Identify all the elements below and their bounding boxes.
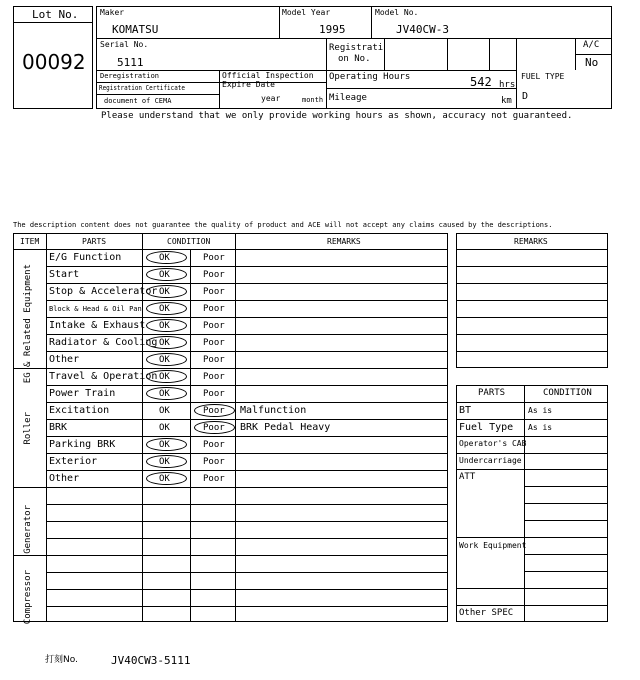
section-roller: Roller	[23, 412, 33, 445]
serial-label: Serial No.	[100, 40, 149, 49]
section-eg: EG & Related Equipment	[23, 264, 33, 384]
ok-selected-circle	[146, 319, 187, 332]
ac-label: A/C	[583, 40, 600, 50]
inspection-label-2: Expire Date	[222, 80, 275, 89]
ok-selected-circle	[146, 336, 187, 349]
part-label: Excitation	[49, 405, 110, 416]
footer-value: JV40CW3-5111	[111, 654, 191, 667]
ok-selected-circle	[146, 353, 187, 366]
poor-option[interactable]: Poor	[203, 457, 225, 467]
hrs-label: hrs	[499, 80, 516, 90]
month-label: month	[302, 96, 324, 104]
year-label: year	[261, 94, 281, 103]
dereg-cert: Registration Certificate	[99, 84, 185, 92]
ok-selected-circle	[146, 438, 187, 451]
fuel-type-label: FUEL TYPE	[521, 72, 565, 81]
ac-value: No	[585, 56, 599, 69]
part-label: Other	[49, 354, 80, 365]
ok-selected-circle	[146, 285, 187, 298]
ok-option[interactable]: OK	[159, 321, 170, 331]
ok-option[interactable]: OK	[159, 304, 170, 314]
lot-label: Lot No.	[32, 8, 79, 21]
ok-option[interactable]: OK	[159, 457, 170, 467]
lot-number: 00092	[22, 50, 86, 74]
maker-value: KOMATSU	[112, 23, 159, 36]
model-no-label: Model No.	[375, 8, 419, 17]
section-compressor: Compressor	[23, 570, 33, 625]
ok-selected-circle	[146, 387, 187, 400]
part-label: Parking BRK	[49, 439, 116, 450]
ok-option[interactable]: OK	[159, 389, 170, 399]
mileage-label: Mileage	[329, 93, 367, 103]
poor-option[interactable]: Poor	[203, 372, 225, 382]
part-label: Travel & Operation	[49, 371, 158, 382]
condition-header: CONDITION	[167, 237, 211, 246]
part-label: Radiator & Cooling	[49, 337, 158, 348]
bt-label: BT	[459, 405, 472, 416]
other-spec-label: Other SPEC	[459, 608, 514, 618]
part-label: Power Train	[49, 388, 116, 399]
ok-selected-circle	[146, 455, 187, 468]
remarks-header: REMARKS	[327, 237, 361, 246]
ok-option[interactable]: OK	[159, 287, 170, 297]
side-remarks-header: REMARKS	[514, 237, 548, 246]
dereg-doc: document of CEMA	[104, 97, 172, 105]
poor-option[interactable]: Poor	[203, 423, 225, 433]
part-label: BRK	[49, 422, 68, 433]
poor-selected-circle	[194, 421, 235, 434]
poor-option[interactable]: Poor	[203, 355, 225, 365]
ok-selected-circle	[146, 268, 187, 281]
part-label: Intake & Exhaust	[49, 320, 146, 331]
bt-value: As is	[528, 406, 553, 415]
part-label: Exterior	[49, 456, 98, 467]
parts-header: PARTS	[82, 237, 107, 246]
km-label: km	[501, 96, 512, 106]
item-header: ITEM	[20, 237, 40, 246]
footer-label: 打刻No.	[45, 655, 78, 665]
ok-option[interactable]: OK	[159, 423, 170, 433]
part-label: Other	[49, 473, 80, 484]
poor-option[interactable]: Poor	[203, 338, 225, 348]
side-parts-header: PARTS	[478, 388, 506, 398]
poor-option[interactable]: Poor	[203, 253, 225, 263]
part-label: Start	[49, 269, 80, 280]
poor-option[interactable]: Poor	[203, 287, 225, 297]
fuel-label: Fuel Type	[459, 422, 514, 433]
part-label: E/G Function	[49, 252, 122, 263]
notice-text: Please understand that we only provide working hours as shown, accuracy not guaranteed.	[101, 111, 573, 121]
fuel-value: As is	[528, 423, 553, 432]
ok-option[interactable]: OK	[159, 406, 170, 416]
side-condition-header: CONDITION	[543, 388, 592, 398]
part-label: Block & Head & Oil Pan	[49, 305, 142, 313]
ok-selected-circle	[146, 370, 187, 383]
model-no-value: JV40CW-3	[396, 23, 449, 36]
poor-option[interactable]: Poor	[203, 440, 225, 450]
ok-selected-circle	[146, 302, 187, 315]
poor-option[interactable]: Poor	[203, 474, 225, 484]
att-label: ATT	[459, 472, 476, 482]
disclaimer-text: The description content does not guarantee the quality of product and ACE will not accept any claims caused by the descriptions.	[13, 221, 553, 229]
poor-option[interactable]: Poor	[203, 406, 225, 416]
ok-selected-circle	[146, 472, 187, 485]
dereg-label: Deregistration	[100, 72, 160, 80]
poor-option[interactable]: Poor	[203, 270, 225, 280]
registration-label-2: on No.	[338, 54, 371, 64]
cab-label: Operator's CAB	[459, 439, 527, 448]
poor-option[interactable]: Poor	[203, 389, 225, 399]
ok-option[interactable]: OK	[159, 338, 170, 348]
poor-selected-circle	[194, 404, 235, 417]
section-generator: Generator	[23, 505, 33, 554]
operating-hours-label: Operating Hours	[329, 72, 411, 82]
ok-option[interactable]: OK	[159, 253, 170, 263]
registration-label: Registrati	[329, 43, 384, 53]
undercarriage-label: Undercarriage	[459, 456, 522, 465]
ok-selected-circle	[146, 251, 187, 264]
ok-option[interactable]: OK	[159, 355, 170, 365]
work-equipment-label: Work Equipment	[459, 541, 527, 550]
ok-option[interactable]: OK	[159, 372, 170, 382]
remark-text: Malfunction	[240, 405, 307, 416]
ok-option[interactable]: OK	[159, 270, 170, 280]
operating-hours-value: 542	[470, 75, 492, 89]
poor-option[interactable]: Poor	[203, 304, 225, 314]
ok-option[interactable]: OK	[159, 440, 170, 450]
maker-label: Maker	[100, 8, 125, 17]
fuel-type-value: D	[522, 91, 529, 102]
inspection-label: Official Inspection	[222, 71, 314, 80]
remark-text: BRK Pedal Heavy	[240, 422, 331, 433]
serial-value: 5111	[117, 56, 144, 69]
part-label: Stop & Accelerator	[49, 286, 158, 297]
model-year-value: 1995	[319, 23, 346, 36]
model-year-label: Model Year	[282, 8, 331, 17]
ok-option[interactable]: OK	[159, 474, 170, 484]
poor-option[interactable]: Poor	[203, 321, 225, 331]
